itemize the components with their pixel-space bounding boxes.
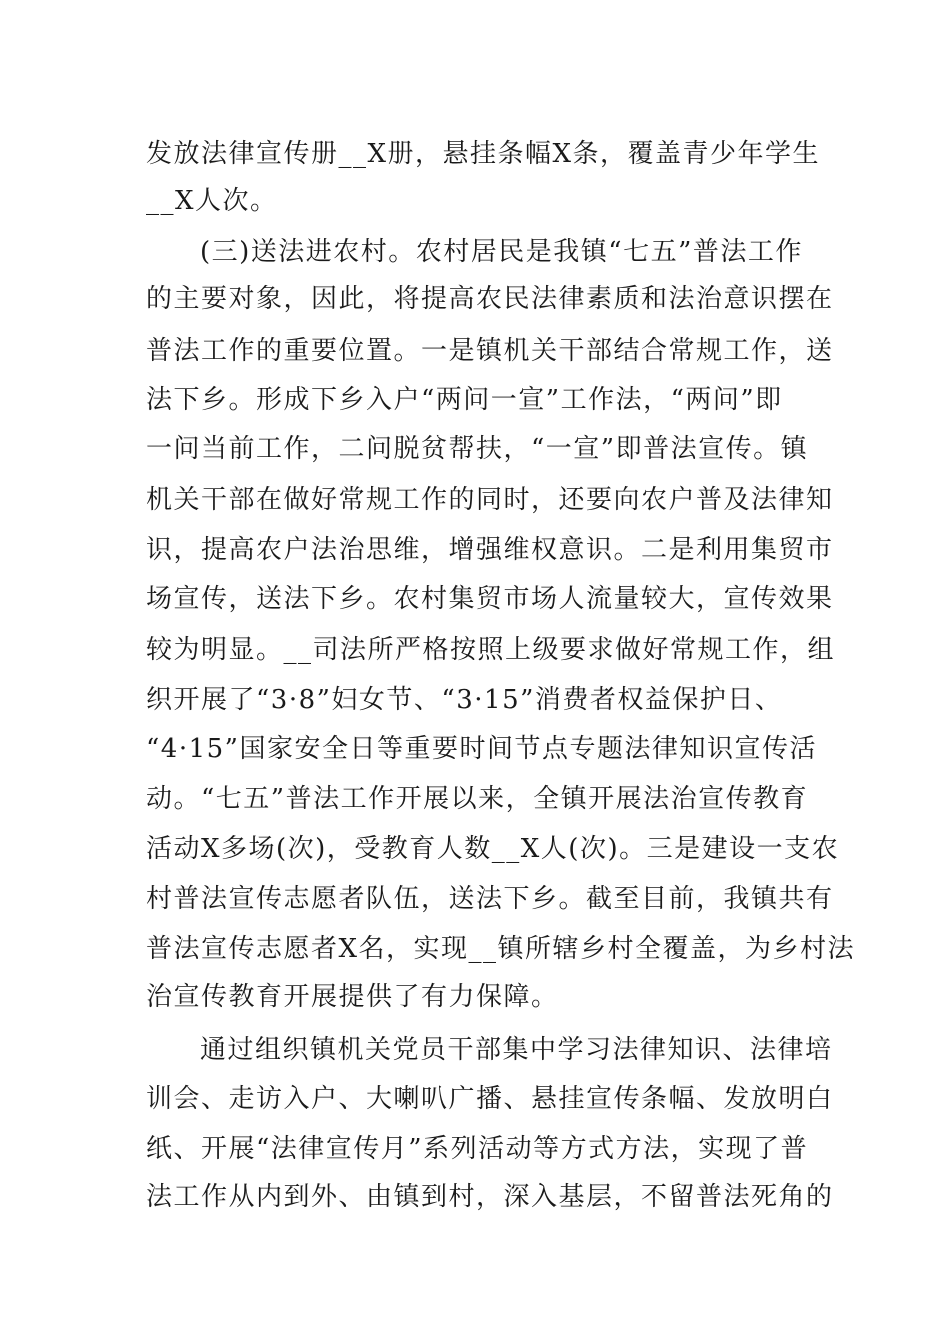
text-line-20: 训会、走访入户、大喇叭广播、悬挂宣传条幅、发放明白 (146, 1084, 834, 1114)
text-line-10: 场宣传，送法下乡。农村集贸市场人流量较大，宣传效果 (146, 584, 834, 614)
text-line-18: 治宣传教育开展提供了有力保障。 (146, 982, 559, 1012)
text-line-2: __X人次。 (146, 186, 278, 216)
text-line-19: 通过组织镇机关党员干部集中学习法律知识、法律培 (200, 1035, 833, 1065)
text-line-21: 纸、开展“法律宣传月”系列活动等方式方法，实现了普 (146, 1134, 809, 1164)
text-line-6: 法下乡。形成下乡入户“两问一宣”工作法，“两问”即 (146, 385, 783, 415)
text-line-17: 普法宣传志愿者X名，实现__镇所辖乡村全覆盖，为乡村法 (146, 934, 856, 964)
text-line-7: 一问当前工作，二问脱贫帮扶，“一宣”即普法宣传。镇 (146, 434, 809, 464)
text-line-13: “4·15”国家安全日等重要时间节点专题法律知识宣传活 (146, 734, 817, 764)
text-line-8: 机关干部在做好常规工作的同时，还要向农户普及法律知 (146, 485, 834, 515)
text-line-11: 较为明显。__司法所严格按照上级要求做好常规工作，组 (146, 635, 836, 665)
text-line-5: 普法工作的重要位置。一是镇机关干部结合常规工作，送 (146, 336, 834, 366)
text-line-3: (三)送法进农村。农村居民是我镇“七五”普法工作 (200, 237, 803, 267)
text-line-22: 法工作从内到外、由镇到村，深入基层，不留普法死角的 (146, 1182, 834, 1212)
text-line-4: 的主要对象，因此，将提高农民法律素质和法治意识摆在 (146, 284, 834, 314)
text-line-9: 识，提高农户法治思维，增强维权意识。二是利用集贸市 (146, 535, 834, 565)
text-line-12: 织开展了“3·8”妇女节、“3·15”消费者权益保护日、 (146, 685, 783, 715)
text-line-15: 活动X多场(次)，受教育人数__X人(次)。三是建设一支农 (146, 834, 840, 864)
text-line-14: 动。“七五”普法工作开展以来，全镇开展法治宣传教育 (146, 784, 809, 814)
text-line-16: 村普法宣传志愿者队伍，送法下乡。截至目前，我镇共有 (146, 884, 834, 914)
text-line-1: 发放法律宣传册__X册，悬挂条幅X条，覆盖青少年学生 (146, 139, 821, 169)
